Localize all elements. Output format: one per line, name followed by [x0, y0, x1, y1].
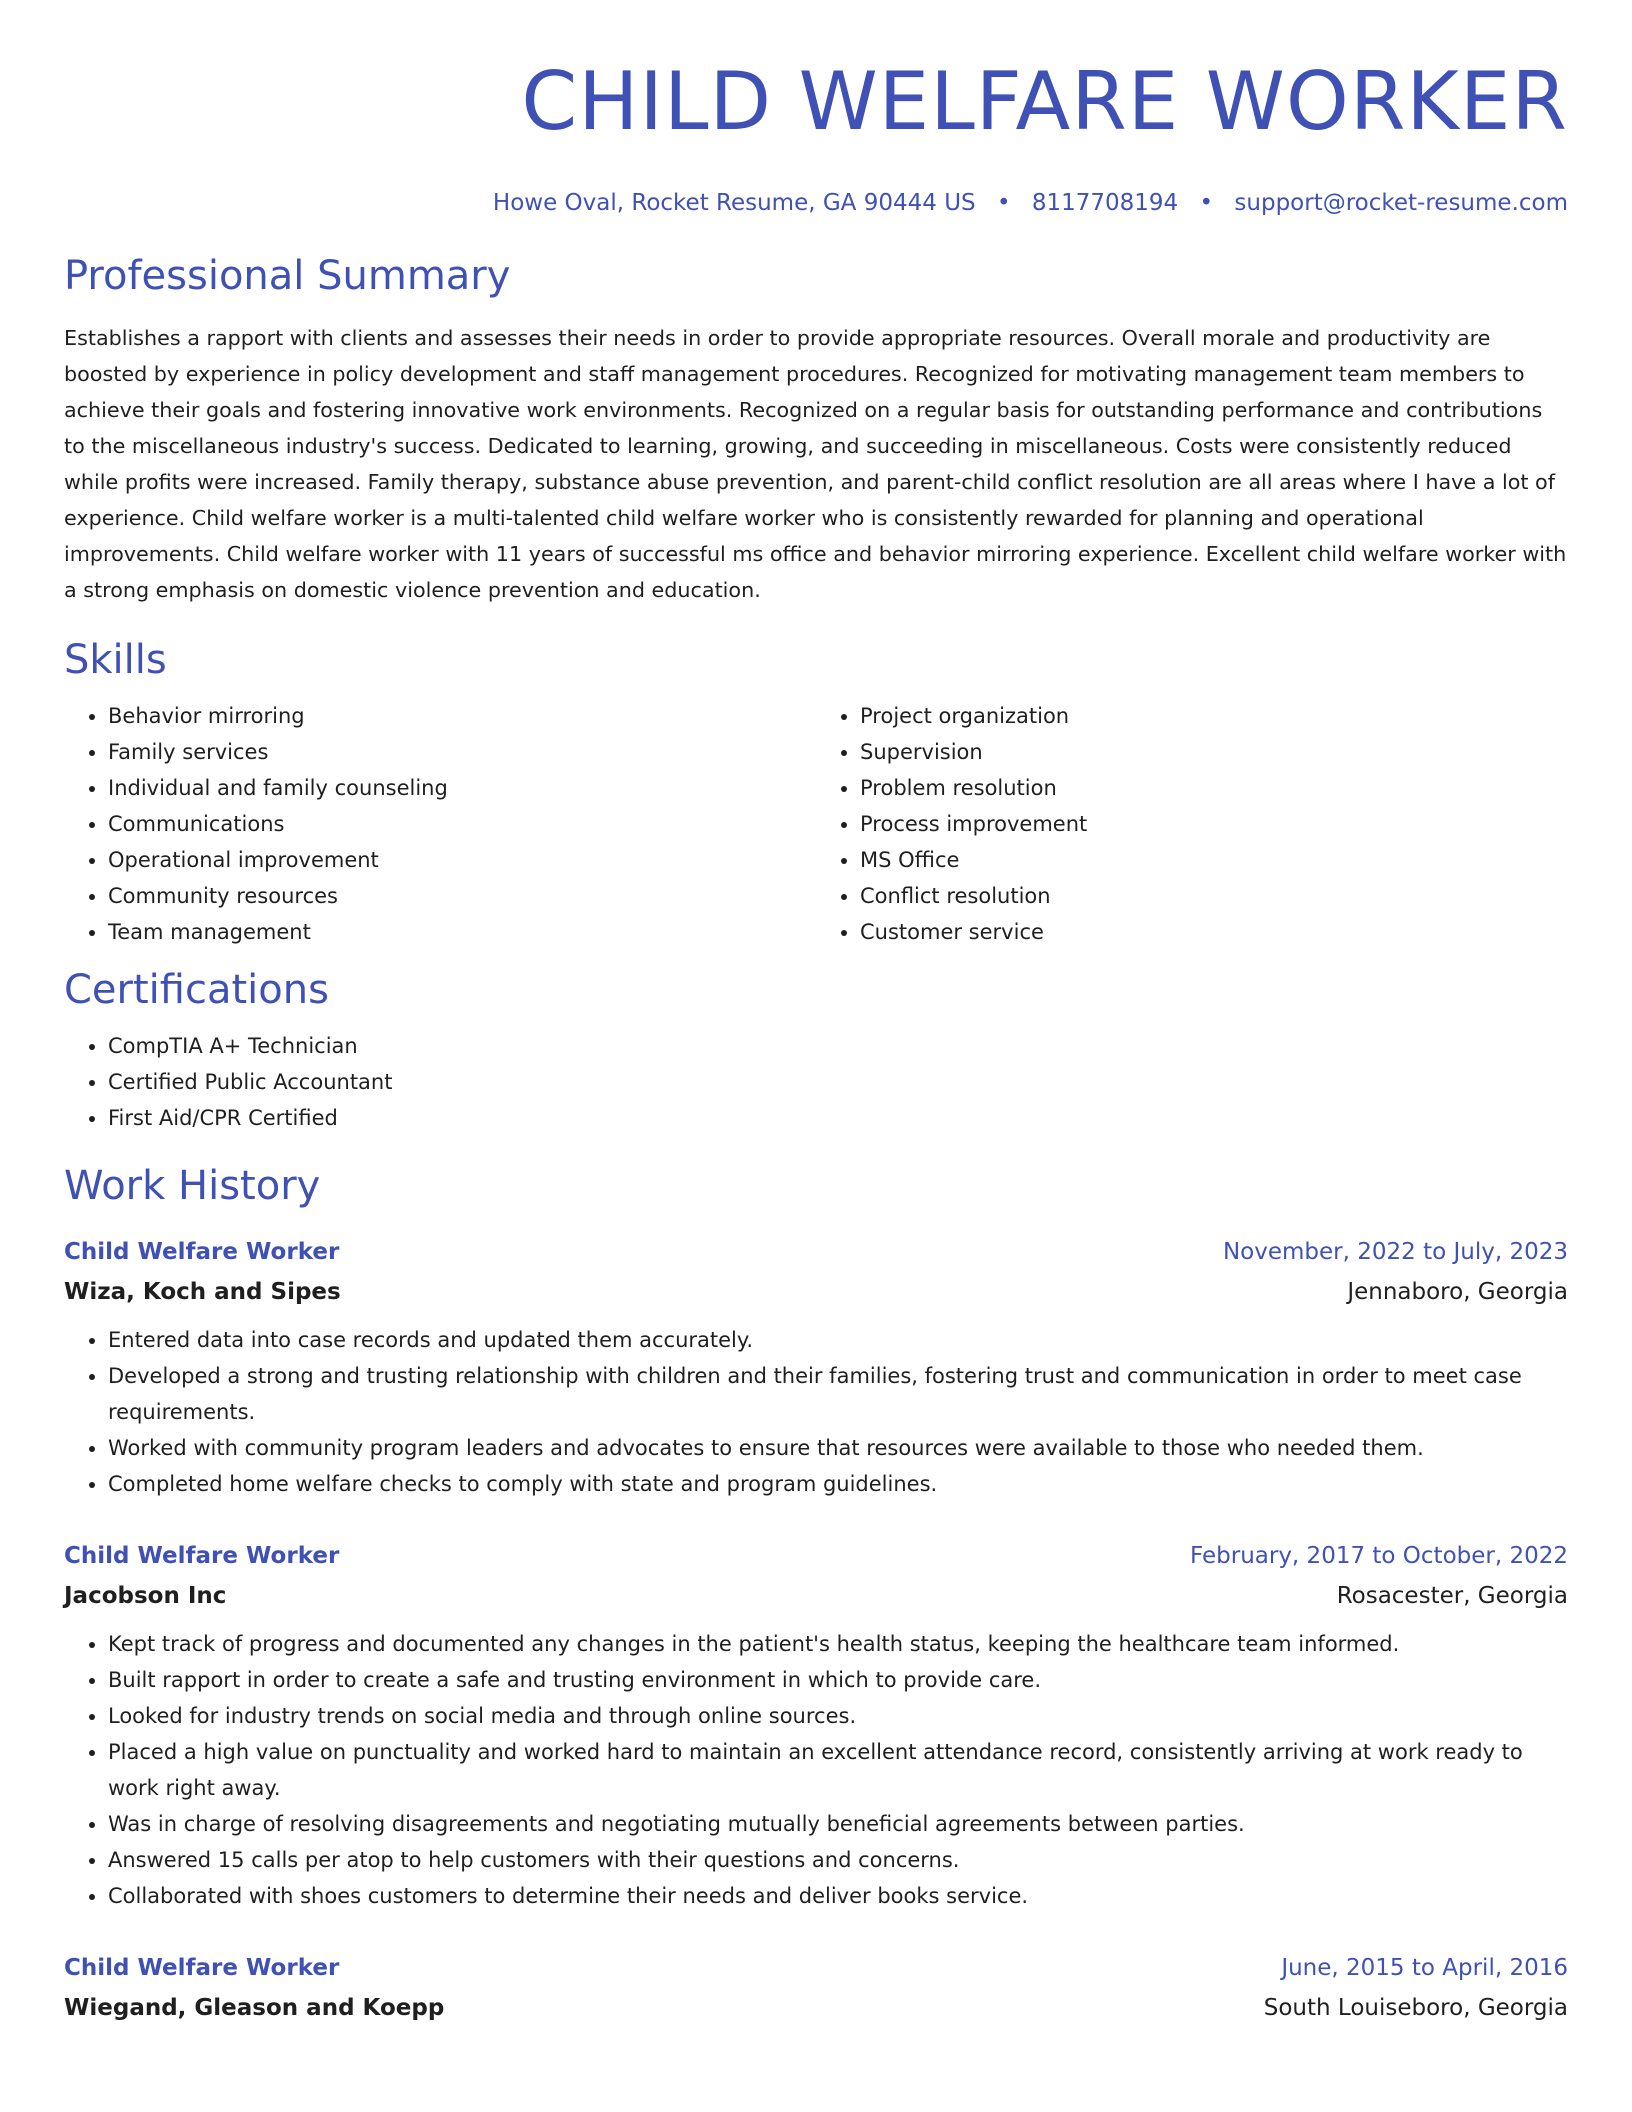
skill-item: • Behavior mirroring [108, 698, 816, 734]
section-title-certifications: Certifications [64, 967, 329, 1013]
contact-phone[interactable]: 8117708194 [1031, 190, 1179, 216]
job-bullet: • Built rapport in order to create a safe and trusting environment in which to provide care. [108, 1662, 1568, 1698]
skill-item: • Communications [108, 806, 816, 842]
job-bullet: • Was in charge of resolving disagreements and negotiating mutually beneficial agreements between parties. [108, 1806, 1568, 1842]
job-entry [64, 1948, 1568, 2028]
section-title-work-history: Work History [64, 1163, 321, 1209]
resume-header [64, 0, 1568, 218]
certification-item: • First Aid/CPR Certified [108, 1100, 1568, 1136]
skill-item: • Customer service [860, 914, 1568, 950]
jobs-list [64, 1232, 1568, 2028]
job-bullet: • Developed a strong and trusting relationship with children and their families, fostering trust and communication in order to meet case requirements. [108, 1358, 1568, 1430]
job-bullet: • Worked with community program leaders and advocates to ensure that resources were available to those who needed them. [108, 1430, 1568, 1466]
job-dates: June, 2015 to April, 2016 [1281, 1955, 1568, 1981]
job-company-row [64, 1272, 1568, 1312]
certification-item: • Certified Public Accountant [108, 1064, 1568, 1100]
job-dates: November, 2022 to July, 2023 [1222, 1239, 1568, 1265]
job-company: Wiegand, Gleason and Koepp [64, 1995, 445, 2021]
skills-section [64, 636, 1568, 950]
job-company: Wiza, Koch and Sipes [64, 1279, 341, 1305]
skill-item: • Supervision [860, 734, 1568, 770]
contact-separator: • [996, 190, 1011, 216]
certification-item: • CompTIA A+ Technician [108, 1028, 1568, 1064]
section-title-summary: Professional Summary [64, 253, 511, 299]
work-history-section [64, 1162, 1568, 2028]
skill-item: • Community resources [108, 878, 816, 914]
job-entry [64, 1232, 1568, 1502]
summary-text: Establishes a rapport with clients and assesses their needs in order to provide appropriate resources. Overall morale and productivity are boosted by experience in policy development and staff management procedures. Recognized for motivating management team members to achieve their goals and fostering innovative work environments. Recognized on a regular basis for outstanding performance and contributions to the miscellaneous industry's success. Dedicated to learning, growing, and succeeding in miscellaneous. Costs were consistently reduced while profits were increased. Family therapy, substance abuse prevention, and parent-child conflict resolution are all areas where I have a lot of experience. Child welfare worker is a multi-talented child welfare worker who is consistently rewarded for planning and operational improvements. Child welfare worker with 11 years of successful ms office and behavior mirroring experience. Excellent child welfare worker with a strong emphasis on domestic violence prevention and education. [64, 326, 1567, 602]
certifications-list [64, 1028, 1568, 1136]
contact-address: Howe Oval, Rocket Resume, GA 90444 US [492, 190, 976, 216]
skill-item: • Problem resolution [860, 770, 1568, 806]
candidate-title: CHILD WELFARE WORKER [521, 55, 1568, 148]
job-company-row [64, 1988, 1568, 2028]
job-location: South Louiseboro, Georgia [1263, 1995, 1568, 2021]
job-title: Child Welfare Worker [64, 1543, 340, 1569]
job-bullets [64, 1322, 1568, 1502]
skill-item: • Operational improvement [108, 842, 816, 878]
job-title-row [64, 1536, 1568, 1576]
summary-section [64, 252, 1568, 608]
job-title: Child Welfare Worker [64, 1239, 340, 1265]
skill-item: • Family services [108, 734, 816, 770]
job-bullet: • Completed home welfare checks to comply with state and program guidelines. [108, 1466, 1568, 1502]
job-bullet: • Placed a high value on punctuality and worked hard to maintain an excellent attendance record, consistently arriving at work ready to work right away. [108, 1734, 1568, 1806]
job-company: Jacobson Inc [64, 1583, 227, 1609]
job-dates: February, 2017 to October, 2022 [1190, 1543, 1568, 1569]
skill-item: • Project organization [860, 698, 1568, 734]
section-title-skills: Skills [64, 637, 167, 683]
skill-item: • Conflict resolution [860, 878, 1568, 914]
job-location: Jennaboro, Georgia [1347, 1279, 1568, 1305]
job-title: Child Welfare Worker [64, 1955, 340, 1981]
contact-line [64, 188, 1568, 218]
job-bullet: • Looked for industry trends on social media and through online sources. [108, 1698, 1568, 1734]
skills-columns [64, 698, 1568, 950]
skills-list-right [816, 698, 1568, 950]
skill-item: • Team management [108, 914, 816, 950]
contact-email[interactable]: support@rocket-resume.com [1234, 190, 1568, 216]
skills-list-left [64, 698, 816, 950]
job-bullet: • Collaborated with shoes customers to determine their needs and deliver books service. [108, 1878, 1568, 1914]
skill-item: • MS Office [860, 842, 1568, 878]
skill-item: • Individual and family counseling [108, 770, 816, 806]
certifications-section [64, 966, 1568, 1136]
job-company-row [64, 1576, 1568, 1616]
job-bullet: • Kept track of progress and documented any changes in the patient's health status, keeping the healthcare team informed. [108, 1626, 1568, 1662]
job-bullets [64, 1626, 1568, 1914]
job-bullet: • Entered data into case records and updated them accurately. [108, 1322, 1568, 1358]
skill-item: • Process improvement [860, 806, 1568, 842]
contact-separator: • [1199, 190, 1214, 216]
job-location: Rosacester, Georgia [1336, 1583, 1568, 1609]
job-title-row [64, 1232, 1568, 1272]
job-entry [64, 1536, 1568, 1914]
job-bullet: • Answered 15 calls per atop to help customers with their questions and concerns. [108, 1842, 1568, 1878]
job-title-row [64, 1948, 1568, 1988]
